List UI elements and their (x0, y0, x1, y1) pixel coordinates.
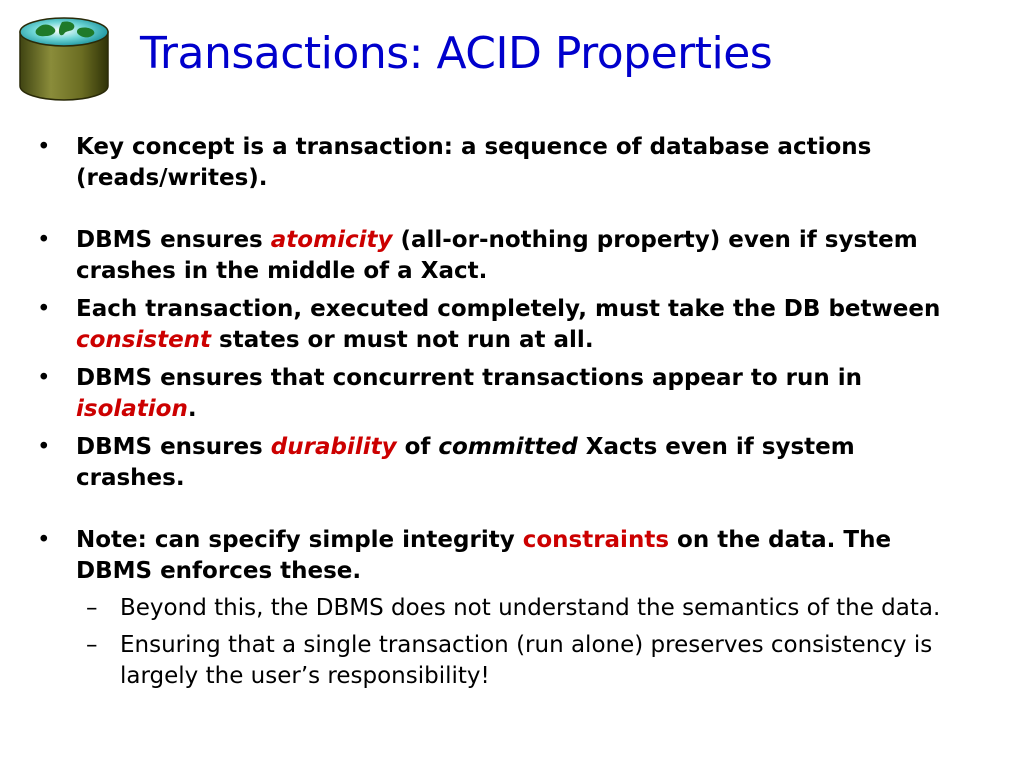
bullet-atomicity (32, 225, 962, 287)
bullet-text: DBMS ensures that concurrent transactions appear to run in (76, 365, 863, 391)
bullet-durability (32, 432, 962, 494)
dash-marker: – (86, 595, 98, 621)
bullet-text: Key concept is a transaction: a sequence of database actions (reads/writes). (76, 134, 872, 191)
bullet-text: DBMS ensures (76, 227, 263, 253)
slide-title: Transactions: ACID Properties (140, 28, 773, 79)
bullet-isolation (32, 363, 962, 425)
bullet-text-rest: states or must not run at all. (211, 327, 594, 353)
bullet-transaction-concept (32, 132, 962, 194)
bullet-list (32, 132, 962, 692)
bullet-marker: • (37, 434, 51, 460)
emphasis-committed: committed (438, 434, 578, 460)
bullet-text: Each transaction, executed completely, must take the DB between (76, 296, 941, 322)
bullet-consistency (32, 294, 962, 356)
emphasis-atomicity: atomicity (270, 227, 393, 253)
database-globe-icon (16, 12, 112, 104)
bullet-marker: • (37, 365, 51, 391)
bullet-text-rest: . (187, 396, 197, 422)
bullet-constraints-note (32, 525, 962, 587)
emphasis-constraints: constraints (522, 527, 670, 553)
bullet-text-rest: on the data. The DBMS enforces these. (76, 527, 892, 584)
bullet-marker: • (37, 227, 51, 253)
emphasis-consistent: consistent (76, 327, 212, 353)
bullet-marker: • (37, 527, 51, 553)
sub-bullet-text: Ensuring that a single transaction (run alone) preserves consistency is largely the user’s responsibility! (120, 632, 933, 689)
emphasis-durability: durability (270, 434, 397, 460)
sub-bullet-text: Beyond this, the DBMS does not understand the semantics of the data. (120, 595, 941, 621)
bullet-text-mid: of (396, 434, 439, 460)
bullet-text: Note: can specify simple integrity (76, 527, 523, 553)
emphasis-isolation: isolation (76, 396, 188, 422)
bullet-text-rest: (all-or-nothing property) even if system crashes in the middle of a Xact. (76, 227, 918, 284)
bullet-marker: • (37, 296, 51, 322)
bullet-text-rest: Xacts even if system crashes. (76, 434, 855, 491)
bullet-marker: • (37, 134, 51, 160)
sub-bullet-user-responsibility (32, 630, 962, 692)
dash-marker: – (86, 632, 98, 658)
bullet-text: DBMS ensures (76, 434, 271, 460)
sub-bullet-semantics (32, 593, 962, 624)
